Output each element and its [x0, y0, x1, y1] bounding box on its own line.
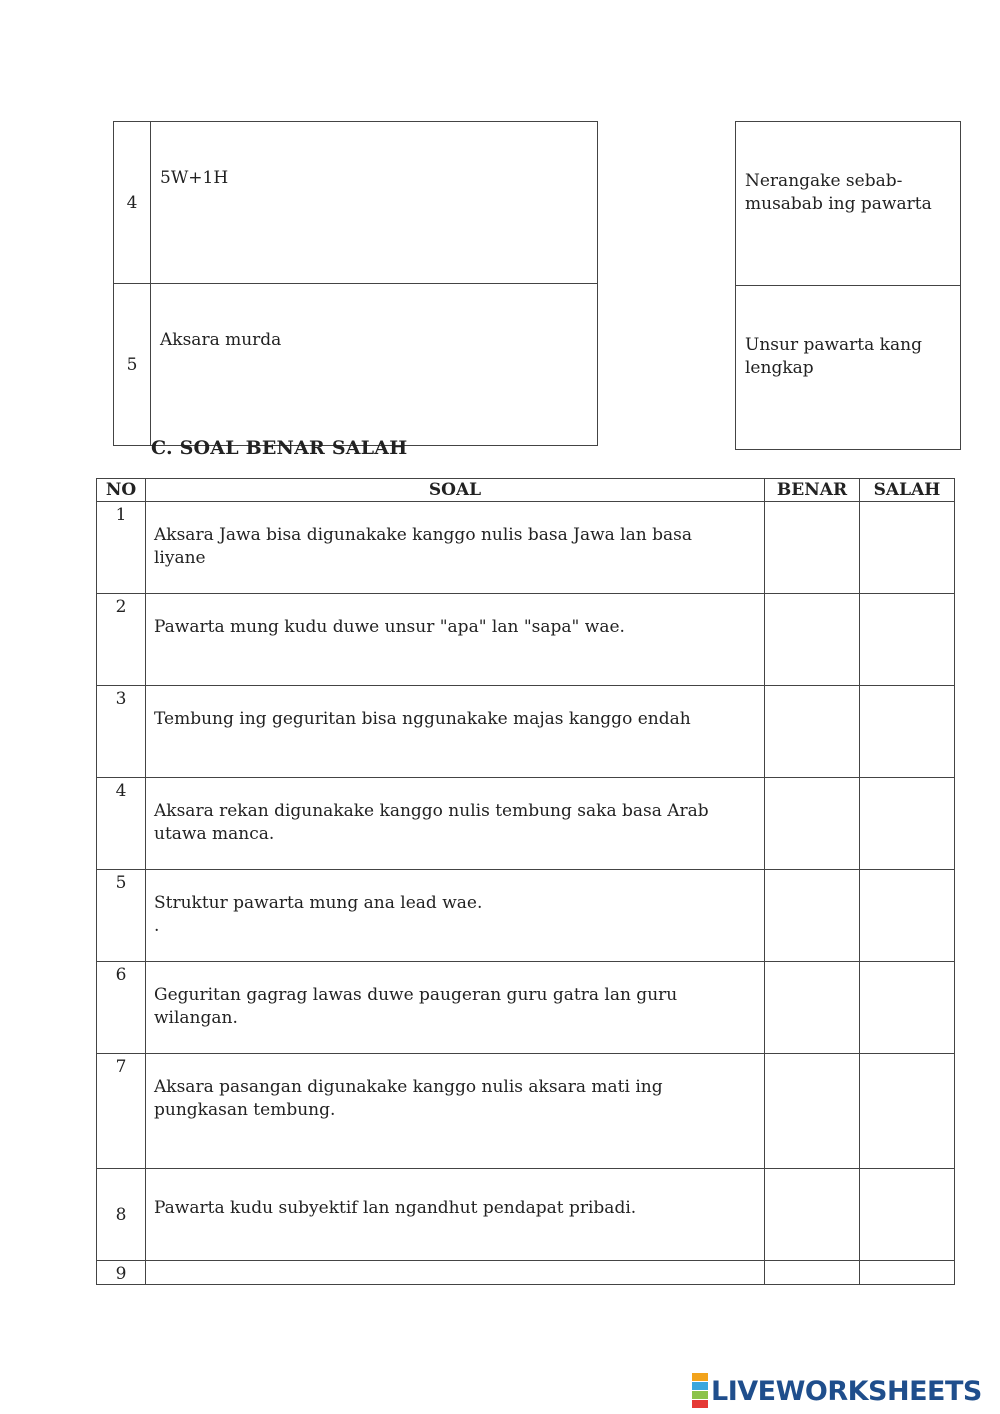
row-number: 8	[97, 1169, 146, 1261]
matching-number: 4	[114, 122, 151, 284]
matching-row	[736, 286, 961, 450]
benar-answer-box[interactable]	[765, 686, 860, 778]
benar-answer-box[interactable]	[765, 1169, 860, 1261]
row-number: 7	[97, 1054, 146, 1169]
salah-answer-box[interactable]	[860, 870, 955, 962]
benar-answer-box[interactable]	[765, 870, 860, 962]
logo-text: LIVEWORKSHEETS	[711, 1375, 982, 1407]
row-number: 3	[97, 686, 146, 778]
true-false-table	[96, 478, 955, 1285]
matching-number: 5	[114, 284, 151, 446]
matching-left-table	[113, 121, 598, 446]
benar-answer-box[interactable]	[765, 502, 860, 594]
benar-answer-box[interactable]	[765, 1261, 860, 1285]
salah-answer-box[interactable]	[860, 502, 955, 594]
header-no: NO	[97, 479, 146, 502]
logo-mark-icon	[692, 1373, 708, 1409]
question-cell	[146, 870, 765, 962]
question-text: Aksara rekan digunakake kanggo nulis tembung saka basa Arab utawa manca.	[146, 778, 765, 870]
matching-description[interactable]: Nerangake sebab-musabab ing pawarta	[736, 122, 961, 286]
row-number: 6	[97, 962, 146, 1054]
salah-answer-box[interactable]	[860, 1169, 955, 1261]
salah-answer-box[interactable]	[860, 1261, 955, 1285]
salah-answer-box[interactable]	[860, 594, 955, 686]
salah-answer-box[interactable]	[860, 962, 955, 1054]
matching-description[interactable]: Unsur pawarta kang lengkap	[736, 286, 961, 450]
question-text: Tembung ing geguritan bisa nggunakake majas kanggo endah	[146, 686, 765, 778]
table-header	[97, 479, 955, 502]
salah-answer-box[interactable]	[860, 686, 955, 778]
question-text: Struktur pawarta mung ana lead wae.	[154, 893, 483, 913]
matching-term[interactable]: 5W+1H	[151, 122, 598, 284]
row-number: 1	[97, 502, 146, 594]
salah-answer-box[interactable]	[860, 1054, 955, 1169]
matching-row	[736, 122, 961, 286]
row-number: 9	[97, 1261, 146, 1285]
question-text: Geguritan gagrag lawas duwe paugeran guru gatra lan guru wilangan.	[146, 962, 765, 1054]
matching-right-table	[735, 121, 961, 450]
table-row	[97, 870, 955, 962]
benar-answer-box[interactable]	[765, 594, 860, 686]
question-extra: .	[154, 916, 160, 936]
table-row	[97, 1169, 955, 1261]
table-row	[97, 686, 955, 778]
question-text: Aksara Jawa bisa digunakake kanggo nulis basa Jawa lan basa liyane	[146, 502, 765, 594]
salah-answer-box[interactable]	[860, 778, 955, 870]
row-number: 5	[97, 870, 146, 962]
matching-term[interactable]: Aksara murda	[151, 284, 598, 446]
question-text: Pawarta mung kudu duwe unsur "apa" lan "sapa" wae.	[146, 594, 765, 686]
table-row	[97, 1054, 955, 1169]
row-number: 4	[97, 778, 146, 870]
section-title: C. SOAL BENAR SALAH	[151, 437, 408, 459]
benar-answer-box[interactable]	[765, 778, 860, 870]
question-text	[146, 1261, 765, 1285]
liveworksheets-logo	[692, 1373, 982, 1409]
table-row	[97, 594, 955, 686]
header-benar: BENAR	[765, 479, 860, 502]
table-row	[97, 778, 955, 870]
table-row	[97, 502, 955, 594]
benar-answer-box[interactable]	[765, 1054, 860, 1169]
header-salah: SALAH	[860, 479, 955, 502]
question-text: Pawarta kudu subyektif lan ngandhut pendapat pribadi.	[146, 1169, 765, 1261]
matching-row	[114, 284, 598, 446]
header-soal: SOAL	[146, 479, 765, 502]
table-row	[97, 962, 955, 1054]
table-row	[97, 1261, 955, 1285]
row-number: 2	[97, 594, 146, 686]
benar-answer-box[interactable]	[765, 962, 860, 1054]
question-text: Aksara pasangan digunakake kanggo nulis aksara mati ing pungkasan tembung.	[146, 1054, 765, 1169]
matching-row	[114, 122, 598, 284]
